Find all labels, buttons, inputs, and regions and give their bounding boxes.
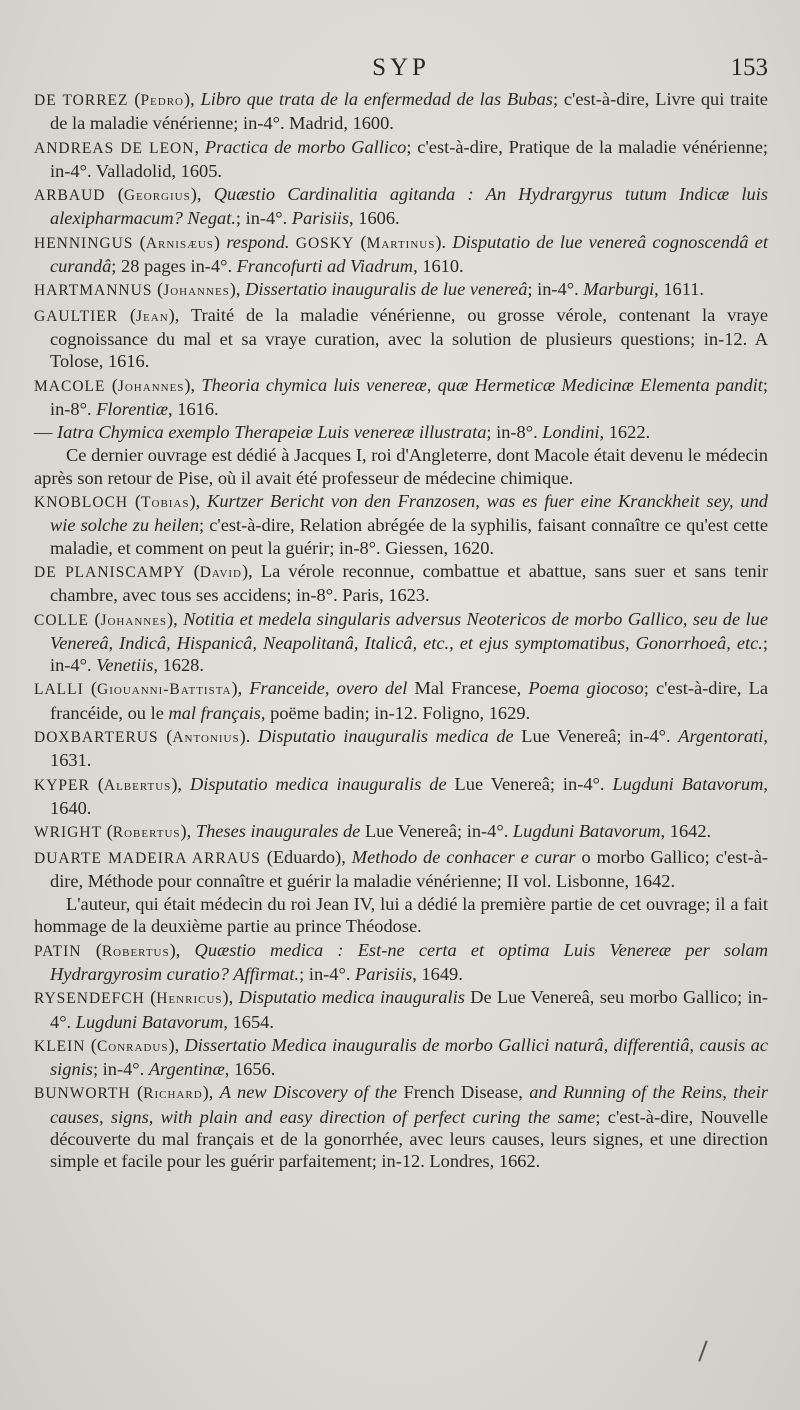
entry-text: ( (105, 374, 118, 395)
entry-text: ), (229, 279, 246, 300)
author-name: Robertus (101, 942, 170, 960)
title-italic: Marburgi (583, 279, 655, 300)
bibliography-entry (34, 846, 768, 893)
margin-mark (698, 1340, 707, 1361)
entry-text: ), (190, 184, 214, 205)
bibliography-text (34, 88, 768, 1174)
entry-text: , 1642. (660, 821, 712, 842)
entry-text: ; in-4°. (50, 632, 768, 676)
entry-text: , 1654. (223, 1011, 274, 1032)
entry-text: , (194, 136, 205, 157)
author-name: DOXBARTERUS (34, 729, 159, 747)
entry-text: De Lue Venereâ, seu morbo Gallico; in-4°. (50, 987, 768, 1032)
bibliography-entry (34, 421, 768, 443)
title-italic: Disputatio medica inauguralis de (189, 773, 447, 794)
entry-text: ; c'est-à-dire, Livre qui traite de la maladie vénérienne; in-4°. Madrid, 1600. (50, 89, 768, 134)
entry-text: ( (102, 821, 113, 842)
title-italic: Practica de morbo Gallico (204, 136, 407, 157)
author-name: Giouanni-Battista (97, 681, 232, 699)
entry-text: , 1631. (50, 726, 768, 771)
title-italic: Florentiæ (96, 398, 169, 419)
bibliography-entry (34, 608, 768, 677)
running-title: SYP (372, 54, 430, 81)
entry-text: ( (83, 678, 98, 699)
bibliography-entry (34, 88, 768, 135)
title-italic: Disputatio medica inauguralis (238, 987, 465, 1008)
entry-text: ), (189, 491, 208, 512)
author-name: Arnisæus (145, 234, 214, 252)
entry-text: ( (354, 231, 367, 252)
author-name: David (199, 563, 242, 581)
author-name: ARBAUD (34, 187, 106, 205)
title-italic: Theoria chymica luis venereæ, quæ Hermeticæ Medicinæ Elementa pandit (201, 374, 763, 395)
bibliography-entry (34, 986, 768, 1033)
author-name: PATIN (34, 942, 82, 960)
entry-text: ; in-8°. (50, 374, 768, 419)
entry-text: L'auteur, qui était médecin du roi Jean IV, lui a dédié la première partie de cet ouvrage; il a fait hommage de la deuxième partie au prince Théodose. (34, 894, 768, 937)
entry-text: ) (213, 231, 227, 252)
entry-text: ( (105, 184, 124, 205)
entry-text: ), (202, 1082, 220, 1103)
entry-text: ; c'est-à-dire, Nouvelle découverte du mal français et de la gonorrhée, avec leurs causes, leurs signes, et une direction simple et facile pour les guérir parfaitement; in-12. Londres, 1662. (50, 1106, 768, 1172)
entry-text: ). (239, 726, 258, 747)
bibliography-entry (34, 820, 768, 844)
title-italic: Venetiis (96, 655, 154, 676)
entry-text: ( (89, 773, 104, 794)
bibliography-entry (34, 1034, 768, 1081)
entry-text: ; in-4°. (299, 963, 356, 984)
title-italic: Argentorati (678, 726, 764, 747)
title-italic: Methodo de conhacer e curar (351, 846, 576, 867)
title-italic: respond. (226, 231, 290, 252)
entry-text: ), Traité de la maladie vénérienne, ou grosse vérole, contenant la vraye cognoissance du mal et sa vraye curation, avec la solution de plusieurs questions; in-12. A Tolose, 1616. (50, 304, 768, 372)
entry-text: , 1606. (349, 208, 400, 229)
entry-text: ( (144, 987, 157, 1008)
bibliography-entry (34, 136, 768, 183)
title-italic: A new Discovery of the (219, 1082, 398, 1103)
entry-text: ), (167, 608, 184, 629)
entry-text: , 1622. (599, 422, 651, 443)
entry-text: ; c'est-à-dire, Relation abrégée de la syphilis, faisant connaître ce qu'est cette maladie, et comment on peut la guérir; in-8°. Giessen, 1620. (50, 515, 768, 558)
title-italic: Quæstio Cardinalitia agitanda : An Hydrargyrus tutum Indicæ luis alexipharmacum? Negat. (50, 184, 768, 229)
title-italic: Kurtzer Bericht von den Franzosen, was es fuer eine Kranckheit sey, und wie solche zu heilen (50, 491, 768, 536)
bibliography-entry (34, 725, 768, 772)
entry-text: ), (231, 678, 250, 699)
title-italic: mal français (168, 702, 261, 723)
entry-text: ( (85, 1034, 97, 1055)
entry-text: ( (128, 491, 142, 512)
title-italic: Notitia et medela singularis adversus Neotericos de morbo Gallico, seu de lue Venereâ, Indicâ, Hispanicâ, Neapolitanâ, Italicâ, etc., et ejus symptomatibus, Gonorrhoeâ, etc. (50, 608, 768, 653)
title-italic: Lugduni Batavorum (612, 773, 764, 794)
title-italic: and Running of the Reins, their causes, signs, with plain and easy direction of perfect curing the same (50, 1082, 768, 1127)
entry-text: French Disease, (397, 1082, 530, 1103)
entry-text: ; in-4°. (235, 208, 292, 229)
entry-text: ), La vérole reconnue, combattue et abattue, sans suer et sans tenir chambre, avec tous ses accidens; in-8°. Paris, 1623. (50, 560, 768, 606)
author-name: Albertus (103, 776, 172, 794)
author-name: ANDREAS DE LEON (34, 139, 195, 157)
entry-text: , 1616. (168, 398, 219, 419)
entry-text: ), (171, 773, 190, 794)
bibliography-note (34, 893, 768, 938)
title-italic: Francofurti ad Viadrum (236, 256, 414, 277)
bibliography-entry (34, 773, 768, 820)
author-name: Henricus (156, 990, 223, 1008)
entry-text: ( (128, 89, 141, 109)
title-italic: Londini (542, 422, 600, 443)
author-name: Richard (143, 1085, 203, 1103)
bibliography-entry (34, 939, 768, 986)
bibliography-entry (34, 183, 768, 230)
author-name: Johannes (163, 282, 230, 300)
running-header (34, 54, 768, 88)
entry-text: Lue Venereâ; in-4°. (446, 773, 613, 794)
entry-text: ; c'est-à-dire, La francéide, ou le (50, 678, 768, 723)
author-name: Robertus (112, 824, 181, 842)
entry-text: ), (169, 939, 195, 960)
author-name: DE TORREZ (34, 92, 129, 109)
title-italic: Dissertatio Medica inauguralis de morbo Gallici naturâ, differentiâ, causis ac signis (50, 1034, 768, 1080)
author-name: Antonius (172, 729, 240, 747)
title-italic: Argentinæ (148, 1059, 225, 1080)
bibliography-entry (34, 231, 768, 278)
title-italic: Libro que trata de la enfermedad de las Bubas (200, 89, 553, 109)
entry-text: ( (81, 939, 102, 960)
title-italic: Theses inaugurales de (195, 821, 361, 842)
author-name: Jean (136, 307, 169, 325)
title-italic: Franceide, overo del (249, 678, 408, 699)
title-italic: Poema giocoso (528, 678, 644, 699)
author-name: KYPER (34, 776, 90, 794)
bibliography-entry (34, 677, 768, 724)
author-name: GOSKY (295, 234, 355, 252)
entry-text: ), (184, 89, 201, 109)
author-name: LALLI (34, 681, 84, 699)
entry-text: (Eduardo), (260, 846, 352, 867)
author-name: DE PLANISCAMPY (34, 563, 186, 581)
entry-text: ( (133, 231, 146, 252)
entry-text: ( (152, 279, 164, 300)
bibliography-entry (34, 1081, 768, 1172)
entry-text: ; in-8°. (486, 422, 543, 443)
entry-text: , 1611. (654, 279, 705, 300)
entry-text: , 1610. (413, 256, 464, 277)
entry-text: ; 28 pages in-4°. (111, 256, 237, 277)
author-name: BUNWORTH (34, 1085, 131, 1103)
entry-text: ( (158, 726, 173, 747)
title-italic: Parisiis (291, 208, 350, 229)
entry-text: ( (185, 560, 200, 581)
entry-text: ), (168, 1034, 185, 1055)
entry-text: , 1628. (153, 655, 204, 676)
title-italic: Parisiis (355, 963, 413, 984)
entry-text: o morbo Gallico; c'est-à-dire, Méthode pour connaître et guérir la maladie vénérienne; II vol. Lisbonne, 1642. (50, 846, 768, 891)
entry-text: ; in-4°. (527, 279, 584, 300)
entry-text: , 1649. (412, 963, 463, 984)
entry-text: ; c'est-à-dire, Pratique de la maladie vénérienne; in-4°. Valladolid, 1605. (50, 136, 768, 181)
entry-text: — (34, 422, 57, 443)
entry-text: ), (180, 821, 196, 842)
author-name: DUARTE MADEIRA ARRAUS (34, 849, 261, 867)
entry-text: ), (184, 374, 202, 395)
bibliography-entry (34, 490, 768, 559)
entry-text: , 1640. (50, 773, 768, 818)
title-italic: Lugduni Batavorum (75, 1011, 224, 1032)
author-name: HARTMANNUS (34, 282, 153, 300)
title-italic: Quæstio medica : Est-ne certa et optima Luis Venereæ per solam Hydrargyrosim curatio? Affirmat. (50, 939, 768, 984)
entry-text: ). (435, 231, 453, 252)
author-name: Johannes (117, 377, 185, 395)
title-italic: Disputatio inauguralis medica de (257, 726, 514, 747)
entry-text: ( (88, 608, 101, 629)
bibliography-entry (34, 278, 768, 302)
entry-text: Mal Francese, (407, 678, 529, 699)
author-name: Johannes (100, 611, 168, 629)
entry-text: , poëme badin; in-12. Foligno, 1629. (260, 702, 531, 723)
author-name: RYSENDEFCH (34, 990, 145, 1008)
author-name: GAULTIER (34, 307, 119, 325)
title-italic: Iatra Chymica exemplo Therapeiæ Luis venereæ illustrata (57, 422, 487, 443)
author-name: HENNINGUS (34, 234, 134, 252)
author-name: Martinus (366, 234, 436, 252)
bibliography-entry (34, 560, 768, 607)
entry-text: Lue Venereâ; in-4°. (360, 821, 513, 842)
author-name: Conradus (96, 1037, 169, 1055)
entry-text: , 1656. (224, 1059, 276, 1080)
author-name: MACOLE (34, 377, 106, 395)
entry-text: ; in-4°. (92, 1059, 149, 1080)
author-name: KLEIN (34, 1037, 86, 1055)
author-name: COLLE (34, 611, 89, 629)
page-number: 153 (730, 54, 768, 81)
entry-text: Ce dernier ouvrage est dédié à Jacques I, roi d'Angleterre, dont Macole était devenu le médecin après son retour de Pise, où il avait été professeur de médecine chimique. (34, 445, 768, 488)
author-name: Tobias (141, 494, 190, 512)
bibliography-entry (34, 374, 768, 421)
bibliography-note (34, 444, 768, 489)
entry-text: ), (222, 987, 239, 1008)
author-name: Pedro (140, 92, 185, 109)
author-name: Georgius (123, 187, 191, 205)
title-italic: Dissertatio inauguralis de lue venereâ (245, 279, 528, 300)
entry-text: ( (130, 1082, 144, 1103)
entry-text: Lue Venereâ; in-4°. (513, 726, 679, 747)
author-name: WRIGHT (34, 824, 102, 842)
author-name: KNOBLOCH (34, 494, 129, 512)
bibliography-entry (34, 304, 768, 373)
entry-text: ( (118, 304, 137, 325)
title-italic: Lugduni Batavorum (512, 821, 661, 842)
title-italic: Disputatio de lue venereâ cognoscendâ et curandâ (50, 231, 768, 277)
